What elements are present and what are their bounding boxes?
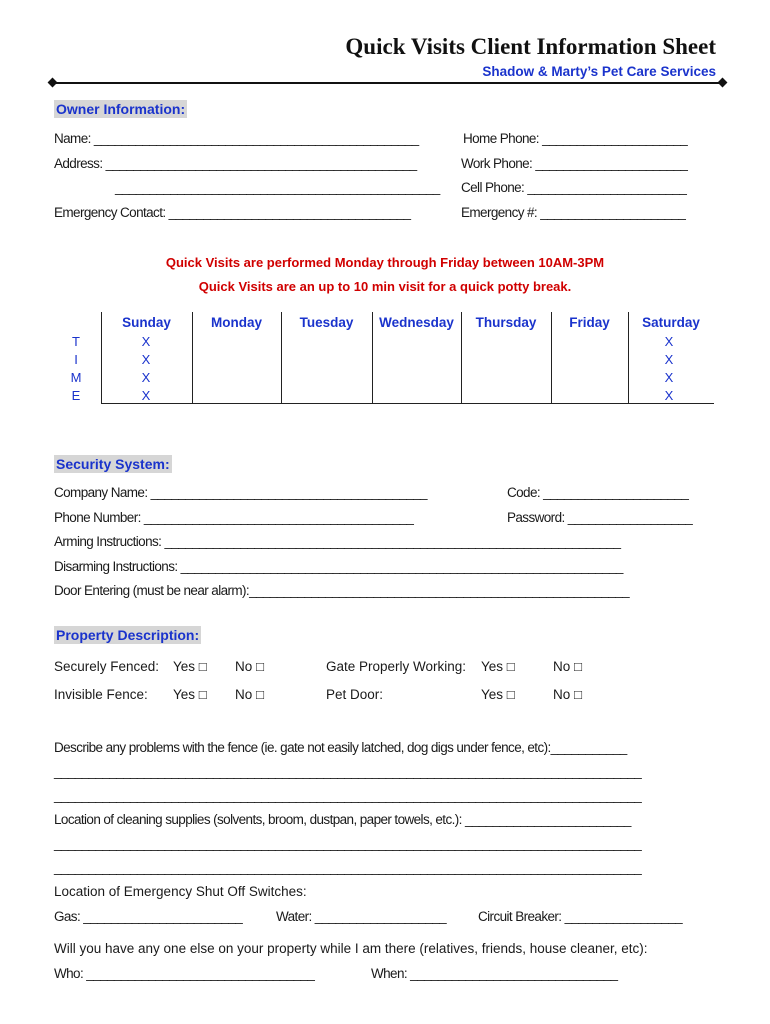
day-monday: Monday	[210, 315, 262, 330]
name-field[interactable]: Name: _______________________________________________	[54, 131, 419, 146]
property-description-heading: Property Description:	[56, 627, 200, 643]
disarming-instructions-field[interactable]: Disarming Instructions: ________________________________________________________________	[54, 559, 623, 574]
invisible-yes-checkbox[interactable]: Yes □	[173, 687, 207, 702]
fence-problems-field[interactable]: Describe any problems with the fence (ie. gate not easily latched, dog digs under fence, etc):___________	[54, 740, 627, 755]
day-wednesday: Wednesday	[379, 315, 454, 330]
saturday-unavailable-mark: X	[664, 388, 674, 403]
gate-no-checkbox[interactable]: No □	[553, 659, 583, 674]
table-bottom-rule	[101, 403, 714, 404]
visit-schedule-table	[54, 312, 714, 404]
time-letter: M	[70, 370, 82, 385]
owner-info-heading: Owner Information:	[56, 101, 186, 117]
saturday-unavailable-mark: X	[664, 352, 674, 367]
page-title: Quick Visits Client Information Sheet	[345, 34, 716, 59]
security-system-heading: Security System:	[56, 456, 170, 472]
gate-working-label: Gate Properly Working:	[326, 659, 467, 674]
saturday-unavailable-mark: X	[664, 370, 674, 385]
invisible-no-checkbox[interactable]: No □	[235, 687, 265, 702]
day-saturday: Saturday	[642, 315, 700, 330]
cleaning-supplies-field[interactable]: Location of cleaning supplies (solvents, broom, dustpan, paper towels, etc.): ________________________	[54, 812, 631, 827]
sunday-unavailable-mark: X	[141, 388, 151, 403]
shutoff-switches-label: Location of Emergency Shut Off Switches:	[54, 884, 307, 899]
invisible-fence-label: Invisible Fence:	[54, 687, 148, 702]
day-friday: Friday	[569, 315, 610, 330]
when-field[interactable]: When: ______________________________	[371, 966, 618, 981]
circuit-breaker-field[interactable]: Circuit Breaker: _________________	[478, 909, 683, 924]
security-company-field[interactable]: Company Name: ________________________________________	[54, 485, 427, 500]
fence-problems-line[interactable]: _____________________________________________________________________________________	[54, 764, 642, 779]
rule-left-diamond-icon	[48, 78, 58, 88]
emergency-contact-field[interactable]: Emergency Contact: ___________________________________	[54, 205, 411, 220]
sunday-unavailable-mark: X	[141, 334, 151, 349]
security-phone-field[interactable]: Phone Number: _______________________________________	[54, 510, 414, 525]
home-phone-field[interactable]: Home Phone: _____________________	[463, 131, 688, 146]
visit-hours-notice: Quick Visits are performed Monday through Friday between 10AM-3PM	[165, 255, 605, 270]
who-field[interactable]: Who: _________________________________	[54, 966, 315, 981]
header-rule	[52, 82, 722, 84]
cleaning-supplies-line[interactable]: _____________________________________________________________________________________	[54, 860, 642, 875]
time-letter: I	[74, 352, 78, 367]
pet-door-label: Pet Door:	[326, 687, 384, 702]
securely-fenced-label: Securely Fenced:	[54, 659, 160, 674]
fence-problems-line[interactable]: _____________________________________________________________________________________	[54, 788, 642, 803]
cell-phone-field[interactable]: Cell Phone: _______________________	[461, 180, 687, 195]
saturday-unavailable-mark: X	[664, 334, 674, 349]
fenced-yes-checkbox[interactable]: Yes □	[173, 659, 207, 674]
time-letter: E	[71, 388, 81, 403]
arming-instructions-field[interactable]: Arming Instructions: __________________________________________________________________	[54, 534, 621, 549]
time-letter: T	[72, 334, 80, 349]
sunday-unavailable-mark: X	[141, 370, 151, 385]
day-sunday: Sunday	[122, 315, 171, 330]
cleaning-supplies-line[interactable]: _____________________________________________________________________________________	[54, 836, 642, 851]
sunday-unavailable-mark: X	[141, 352, 151, 367]
security-code-field[interactable]: Code: _____________________	[507, 485, 689, 500]
address-line2-field[interactable]: _______________________________________________	[115, 180, 440, 195]
emergency-number-field[interactable]: Emergency #: _____________________	[461, 205, 686, 220]
work-phone-field[interactable]: Work Phone: ______________________	[461, 156, 688, 171]
gas-shutoff-field[interactable]: Gas: _______________________	[54, 909, 243, 924]
fenced-no-checkbox[interactable]: No □	[235, 659, 265, 674]
day-thursday: Thursday	[475, 315, 537, 330]
security-password-field[interactable]: Password: __________________	[507, 510, 693, 525]
address-field[interactable]: Address: _____________________________________________	[54, 156, 417, 171]
company-name: Shadow & Marty’s Pet Care Services	[482, 64, 716, 79]
day-tuesday: Tuesday	[299, 315, 354, 330]
visit-length-notice: Quick Visits are an up to 10 min visit for a quick potty break.	[198, 279, 572, 294]
door-entering-field[interactable]: Door Entering (must be near alarm):_______________________________________________________	[54, 583, 630, 598]
water-shutoff-field[interactable]: Water: ___________________	[276, 909, 447, 924]
rule-right-diamond-icon	[718, 78, 728, 88]
gate-yes-checkbox[interactable]: Yes □	[481, 659, 515, 674]
petdoor-yes-checkbox[interactable]: Yes □	[481, 687, 515, 702]
others-on-property-question: Will you have any one else on your property while I am there (relatives, friends, house cleaner, etc):	[54, 941, 648, 956]
petdoor-no-checkbox[interactable]: No □	[553, 687, 583, 702]
